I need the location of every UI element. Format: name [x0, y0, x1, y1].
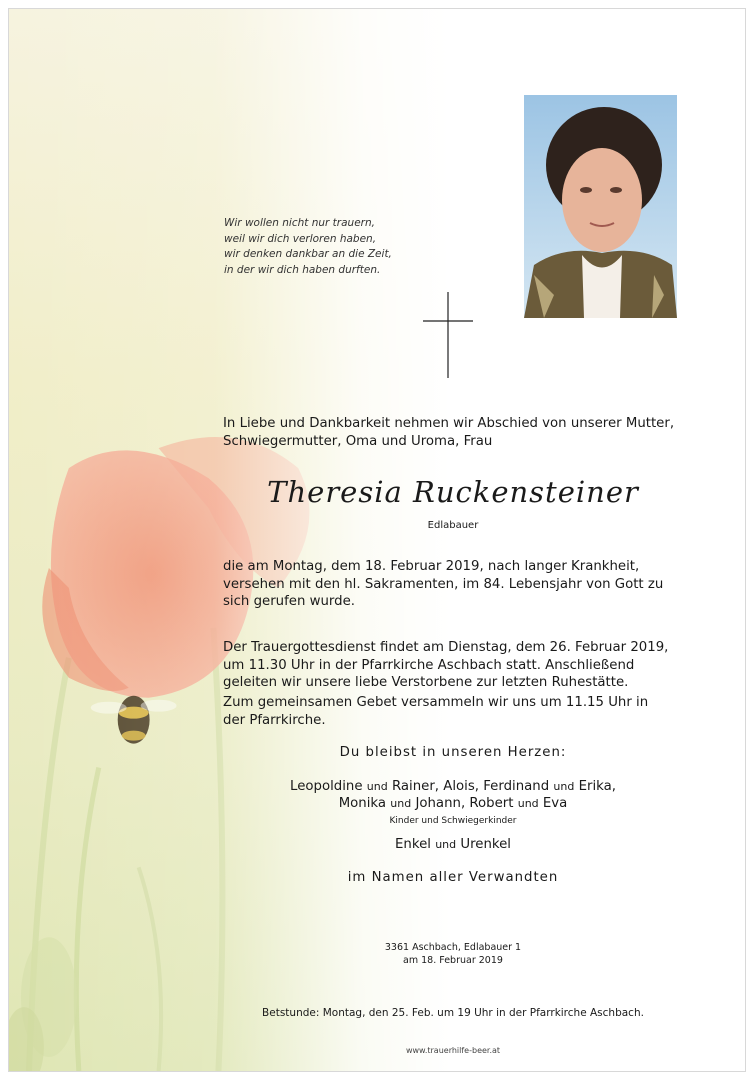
service-line: um 11.30 Uhr in der Pfarrkirche Aschbach statt. Anschließend	[223, 657, 635, 673]
family-names: Eva	[542, 796, 568, 811]
intro-text	[223, 415, 683, 450]
quote-line: weil wir dich verloren haben,	[224, 232, 377, 245]
family-conjunction: und	[390, 797, 412, 810]
family-names: Erika,	[578, 779, 616, 794]
intro-line: Schwiegermutter, Oma und Uroma, Frau	[223, 433, 493, 449]
family-line-children	[223, 778, 683, 796]
intro-line: In Liebe und Dankbarkeit nehmen wir Abschied von unserer Mutter,	[223, 416, 675, 431]
quote-line: Wir wollen nicht nur trauern,	[224, 217, 375, 229]
family-names: Leopoldine	[290, 779, 363, 794]
prayer-notice	[223, 694, 683, 729]
quote-line: in der wir dich haben durften.	[224, 263, 381, 276]
prayer-line: der Pfarrkirche.	[223, 712, 326, 728]
family-names: Monika	[338, 796, 387, 811]
family-names: Rainer, Alois, Ferdinand	[391, 779, 550, 794]
quote-line: wir denken dankbar an die Zeit,	[224, 248, 392, 260]
deceased-nickname: Edlabauer	[427, 520, 479, 531]
family-conjunction: und	[553, 780, 575, 793]
address-line: 3361 Aschbach, Edlabauer 1	[384, 942, 522, 953]
obituary-card	[8, 8, 746, 1072]
betstunde-notice: Betstunde: Montag, den 25. Feb. um 19 Uhr in der Pfarrkirche Aschbach.	[262, 1007, 644, 1019]
remembrance-line: Du bleibst in unseren Herzen:	[339, 745, 567, 760]
family-conjunction: und	[435, 838, 457, 851]
family-line-children-2	[223, 795, 683, 813]
family-line-grandchildren	[223, 836, 683, 854]
website-link[interactable]: www.trauerhilfe-beer.at	[405, 1046, 501, 1055]
family-names: Urenkel	[460, 837, 511, 852]
family-names: Johann, Robert	[415, 796, 514, 811]
memorial-quote	[224, 216, 444, 278]
children-label: Kinder und Schwiegerkinder	[389, 816, 517, 826]
service-notice	[223, 639, 683, 692]
deceased-name: Theresia Ruckensteiner	[267, 475, 639, 509]
date-line: am 18. Februar 2019	[403, 955, 503, 966]
service-line: geleiten wir unsere liebe Verstorbene zur letzten Ruhestätte.	[223, 675, 629, 690]
service-line: Der Trauergottesdienst findet am Dienstag, dem 26. Februar 2019,	[223, 640, 669, 655]
cross-icon	[423, 292, 473, 378]
family-conjunction: und	[366, 780, 388, 793]
relatives-line: im Namen aller Verwandten	[347, 870, 559, 885]
death-line: versehen mit den hl. Sakramenten, im 84. Lebensjahr von Gott zu	[223, 576, 664, 592]
portrait-photo	[524, 95, 677, 318]
family-names: Enkel	[395, 837, 431, 852]
death-notice	[223, 558, 683, 611]
death-line: sich gerufen wurde.	[223, 594, 356, 609]
prayer-line: Zum gemeinsamen Gebet versammeln wir uns um 11.15 Uhr in	[223, 695, 649, 710]
family-conjunction: und	[517, 797, 539, 810]
death-line: die am Montag, dem 18. Februar 2019, nach langer Krankheit,	[223, 559, 640, 574]
